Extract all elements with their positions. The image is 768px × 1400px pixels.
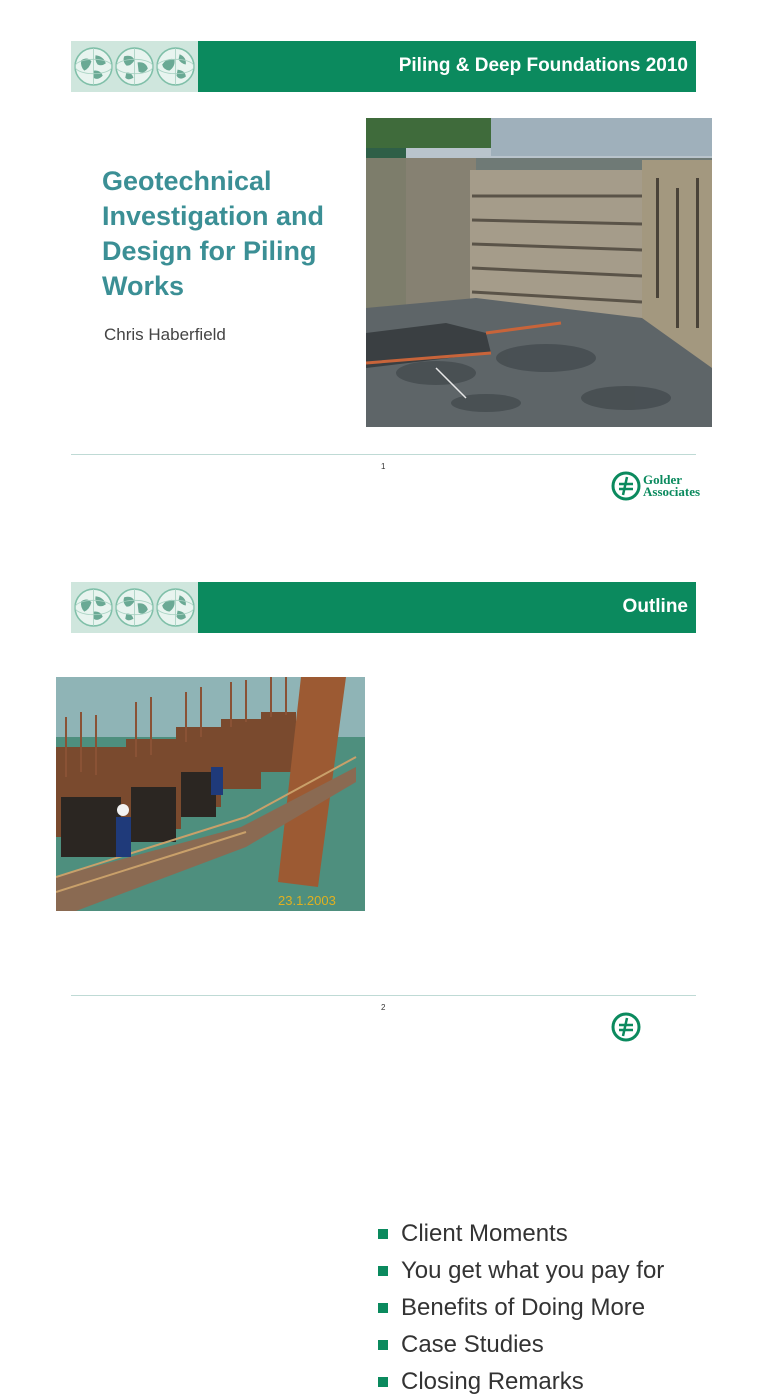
bullet-text: Client Moments bbox=[401, 1219, 568, 1247]
bullet-text: Closing Remarks bbox=[401, 1367, 584, 1395]
bullet-text: You get what you pay for bbox=[401, 1256, 665, 1284]
slide-2 bbox=[0, 541, 768, 1395]
footer-divider bbox=[71, 995, 696, 996]
slide-header bbox=[71, 41, 696, 92]
outline-list bbox=[378, 1215, 664, 1400]
title-line: Works bbox=[102, 271, 185, 301]
presentation-title bbox=[102, 164, 362, 304]
globe-icon bbox=[73, 45, 114, 88]
list-item bbox=[378, 1289, 664, 1326]
marine-piling-photo bbox=[56, 677, 365, 911]
bullet-text: Benefits of Doing More bbox=[401, 1293, 646, 1321]
title-line: Geotechnical bbox=[102, 166, 272, 196]
page-number: 1 bbox=[381, 462, 386, 471]
globe-icon bbox=[155, 586, 196, 629]
excavation-photo bbox=[366, 118, 712, 427]
golder-logo bbox=[611, 471, 700, 501]
golder-globe-icon bbox=[611, 471, 641, 501]
page-number: 2 bbox=[381, 1003, 386, 1012]
golder-logo-partial bbox=[611, 1012, 641, 1042]
footer-divider bbox=[71, 454, 696, 455]
header-title: Outline bbox=[622, 596, 688, 617]
globe-icon bbox=[114, 586, 155, 629]
logo-text-line2: Associates bbox=[643, 484, 701, 499]
bullet-text: Case Studies bbox=[401, 1330, 544, 1358]
photo-date-stamp: 23.1.2003 bbox=[278, 893, 336, 908]
square-bullet-icon bbox=[378, 1229, 388, 1239]
header-title: Piling & Deep Foundations 2010 bbox=[398, 55, 688, 76]
list-item bbox=[378, 1215, 664, 1252]
globe-icon bbox=[73, 586, 114, 629]
slide-1 bbox=[0, 0, 768, 512]
globe-icon bbox=[155, 45, 196, 88]
list-item bbox=[378, 1326, 664, 1363]
globe-banner bbox=[71, 582, 198, 633]
square-bullet-icon bbox=[378, 1340, 388, 1350]
square-bullet-icon bbox=[378, 1266, 388, 1276]
slide-header bbox=[71, 582, 696, 633]
globe-icon bbox=[114, 45, 155, 88]
author-name: Chris Haberfield bbox=[104, 325, 226, 344]
list-item bbox=[378, 1252, 664, 1289]
square-bullet-icon bbox=[378, 1303, 388, 1313]
list-item bbox=[378, 1363, 664, 1400]
title-line: Investigation and bbox=[102, 201, 325, 231]
title-line: Design for Piling bbox=[102, 236, 317, 266]
logo-text-line1: Golder bbox=[643, 472, 682, 487]
globe-banner bbox=[71, 41, 198, 92]
square-bullet-icon bbox=[378, 1377, 388, 1387]
golder-globe-icon bbox=[611, 1012, 641, 1042]
